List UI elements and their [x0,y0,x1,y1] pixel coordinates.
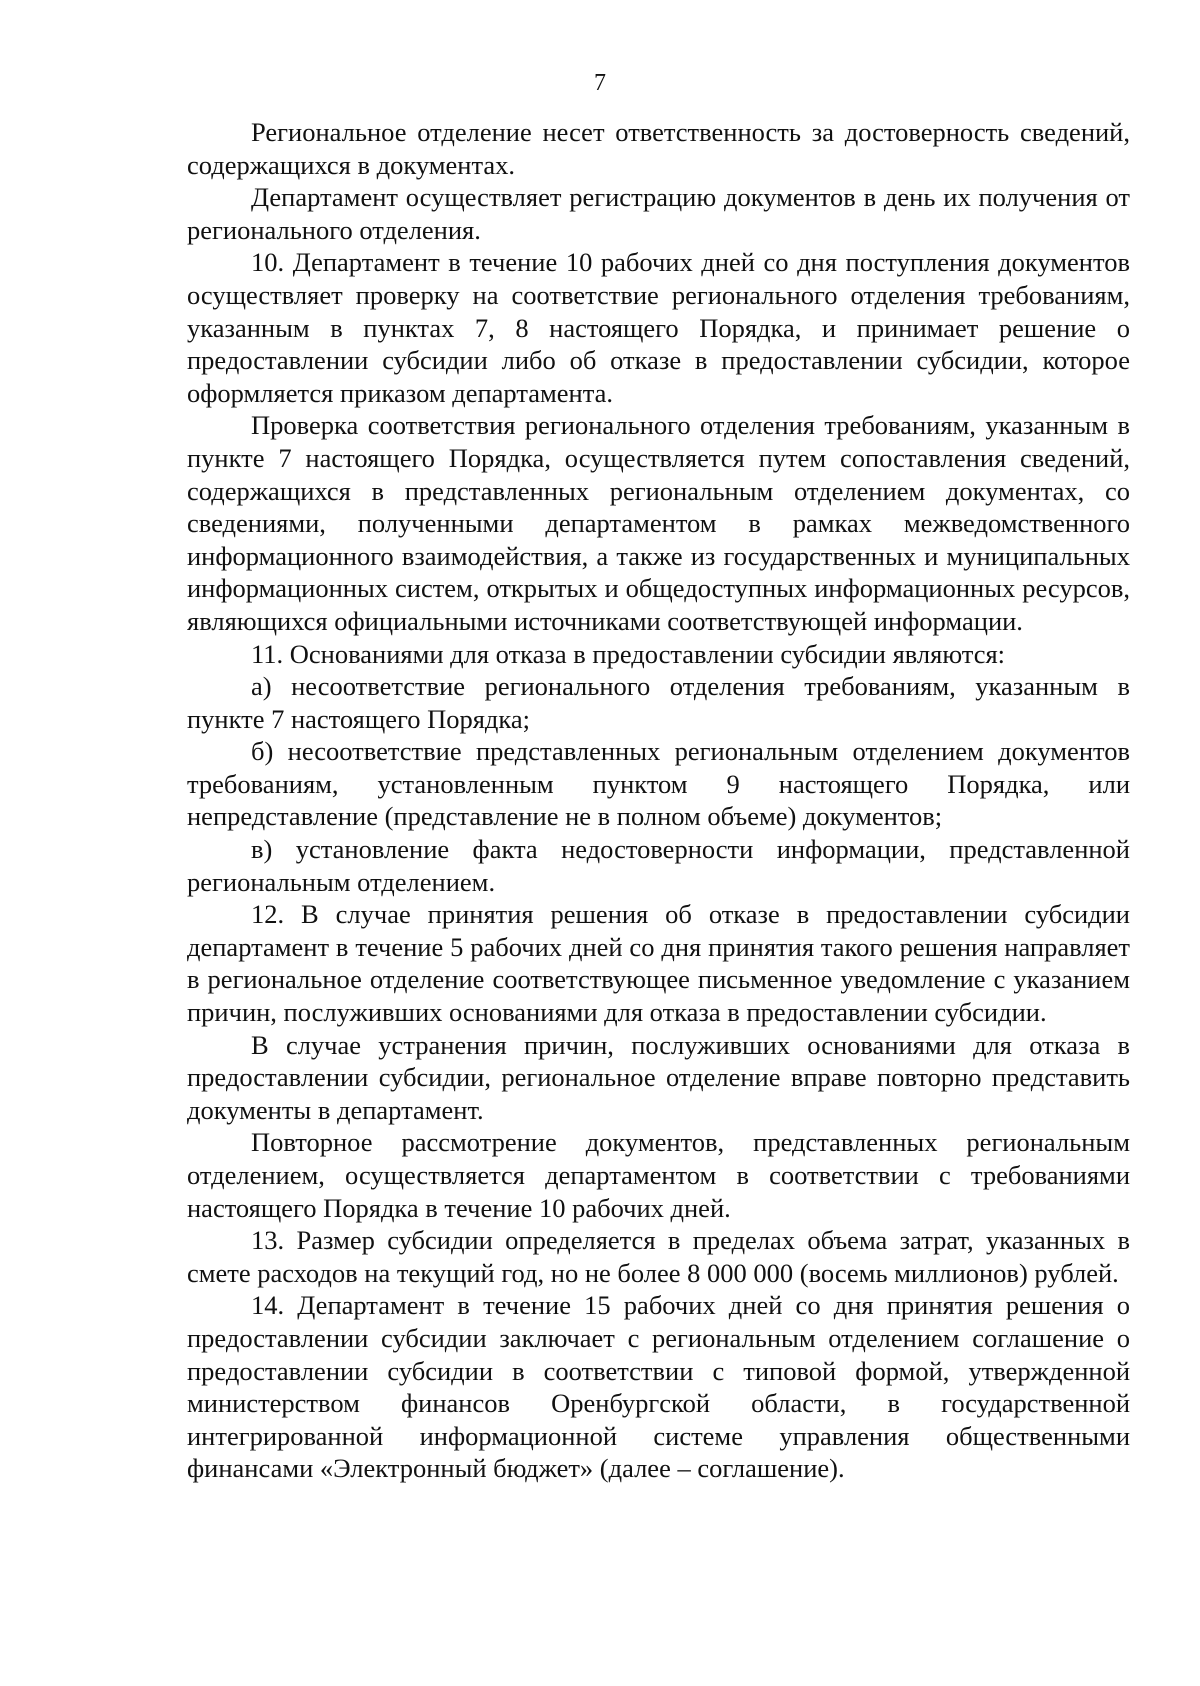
paragraph-registration: Департамент осуществляет регистрацию документов в день их получения от регионального отделения. [187,182,1130,245]
paragraph-item-10: 10. Департамент в течение 10 рабочих дней со дня поступления документов осуществляет проверку на соответствие регионального отделения требованиям, указанным в пунктах 7, 8 настоящего Порядка, и принимает решение о предоставлении субсидии либо об отказе в предоставлении субсидии, которое оформляется приказом департамента. [187,247,1130,408]
paragraph-item-13: 13. Размер субсидии определяется в пределах объема затрат, указанных в смете расходов на текущий год, но не более 8 000 000 (восемь миллионов) рублей. [187,1225,1130,1288]
paragraph-item-11-v: в) установление факта недостоверности информации, представленной региональным отделением. [187,834,1130,897]
paragraph-item-11-a: а) несоответствие регионального отделения требованиям, указанным в пункте 7 настоящего Порядка; [187,671,1130,734]
page-number: 7 [594,70,606,96]
paragraph-item-12: 12. В случае принятия решения об отказе в предоставлении субсидии департамент в течение 5 рабочих дней со дня принятия такого решения направляет в региональное отделение соответствующее письменное уведомление с указанием причин, послуживших основаниями для отказа в предоставлении субсидии. [187,899,1130,1028]
document-body [187,116,1130,1485]
paragraph-compliance-check: Проверка соответствия регионального отделения требованиям, указанным в пункте 7 настоящего Порядка, осуществляется путем сопоставления сведений, содержащихся в представленных региональным отделением документах, со сведениями, полученными департаментом в рамках межведомственного информационного взаимодействия, а также из государственных и муниципальных информационных систем, открытых и общедоступных информационных ресурсов, являющихся официальными источниками соответствующей информации. [187,410,1130,636]
paragraph-item-14: 14. Департамент в течение 15 рабочих дней со дня принятия решения о предоставлении субсидии заключает с региональным отделением соглашение о предоставлении субсидии в соответствии с типовой формой, утвержденной министерством финансов Оренбургской области, в государственной интегрированной информационной системе управления общественными финансами «Электронный бюджет» (далее – соглашение). [187,1290,1130,1484]
paragraph-item-11: 11. Основаниями для отказа в предоставлении субсидии являются: [251,638,1006,669]
paragraph-resubmission: В случае устранения причин, послуживших основаниями для отказа в предоставлении субсидии, региональное отделение вправе повторно представить документы в департамент. [187,1029,1130,1125]
paragraph-responsibility: Региональное отделение несет ответственность за достоверность сведений, содержащихся в документах. [187,117,1130,180]
paragraph-item-11-b: б) несоответствие представленных региональным отделением документов требованиям, установленным пунктом 9 настоящего Порядка, или непредставление (представление не в полном объеме) документов; [187,736,1130,832]
paragraph-repeat-review: Повторное рассмотрение документов, представленных региональным отделением, осуществляется департаментом в соответствии с требованиями настоящего Порядка в течение 10 рабочих дней. [187,1127,1130,1223]
